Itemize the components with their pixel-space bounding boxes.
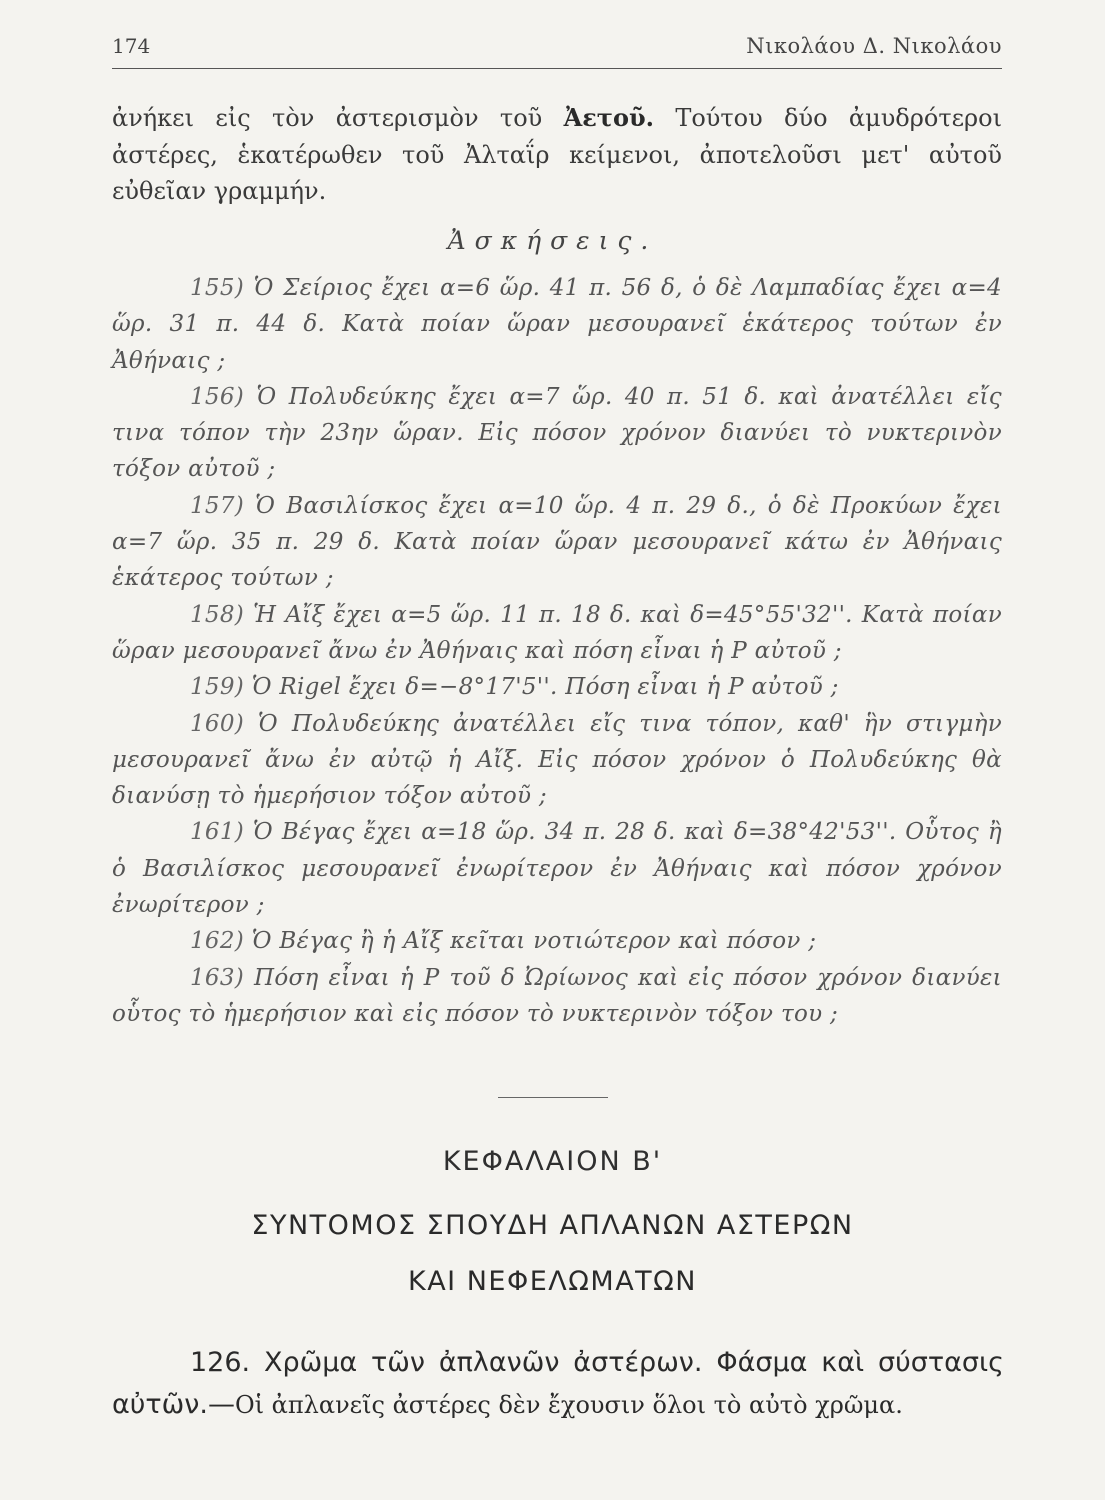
exercise-number: 163) xyxy=(190,964,245,991)
exercise-text: Ὁ Σείριος ἔχει α=6 ὥρ. 41 π. 56 δ, ὁ δὲ Λαμπαδίας ἔχει α=4 ὥρ. 31 π. 44 δ. Κατὰ ποίαν ὥραν μεσουρανεῖ ἑκάτερος τούτων ἐν Ἀθήναις ; xyxy=(112,275,1002,374)
exercise-text: Ὁ Βασιλίσκος ἔχει α=10 ὥρ. 4 π. 29 δ., ὁ δὲ Προκύων ἔχει α=7 ὥρ. 35 π. 29 δ. Κατὰ ποίαν ὥραν μεσουρανεῖ κάτω ἐν Ἀθήναις ἑκάτερος τούτων ; xyxy=(112,492,1002,592)
exercise-item xyxy=(112,706,1002,815)
exercise-item xyxy=(112,270,1002,379)
exercise-number: 161) xyxy=(190,819,245,846)
exercise-text: Ὁ Βέγας ἔχει α=18 ὥρ. 34 π. 28 δ. καὶ δ=38°42'53''. Οὗτος ἢ ὁ Βασιλίσκος μεσουρανεῖ ἐνωρίτερον ἐν Ἀθήναις καὶ πόσον χρόνον ἐνωρίτερον ; xyxy=(112,819,1002,919)
exercise-text: Ὁ Βέγας ἢ ἡ Αἴξ κεῖται νοτιώτερον καὶ πόσον ; xyxy=(251,928,817,955)
section-divider xyxy=(498,1097,608,1098)
exercises-list xyxy=(112,270,1002,1032)
chapter-title-line1: ΣΥΝΤΟΜΟΣ ΣΠΟΥΔΗ ΑΠΛΑΝΩΝ ΑΣΤΕΡΩΝ xyxy=(251,1210,854,1241)
exercise-number: 160) xyxy=(190,710,245,737)
running-head: Νικολάου Δ. Νικολάου xyxy=(746,34,1002,58)
section-paragraph xyxy=(112,1342,1004,1426)
intro-paragraph xyxy=(112,100,1002,210)
exercise-text: Ὁ Rigel ἔχει δ=−8°17'5''. Πόση εἶναι ἡ Ρ αὐτοῦ ; xyxy=(251,674,839,701)
exercises-heading: Ἀσκήσεις. xyxy=(447,226,658,255)
exercise-item xyxy=(112,960,1002,1033)
intro-star-name: Ἀετοῦ. xyxy=(563,103,654,132)
exercise-number: 155) xyxy=(190,275,245,301)
exercise-text: Ὁ Πολυδεύκης ἀνατέλλει εἴς τινα τόπον, καθ' ἣν στιγμὴν μεσουρανεῖ ἄνω ἐν αὐτῷ ἡ Αἴξ. Εἰς πόσον χρόνον ὁ Πολυδεύκης θὰ διανύσῃ τὸ ἡμερήσιον τόξον αὐτοῦ ; xyxy=(112,710,1002,810)
exercise-number: 157) xyxy=(190,492,245,519)
exercise-item xyxy=(112,814,1002,923)
exercise-number: 159) xyxy=(190,674,245,701)
exercise-item xyxy=(112,597,1002,670)
intro-text-after: Τούτου δύο ἀμυδρότεροι ἀστέρες, ἑκατέρωθεν τοῦ Ἀλταΐρ κείμενοι, ἀποτελοῦσι μετ' αὐτοῦ εὐθεῖαν γραμμήν. xyxy=(112,104,1002,205)
exercise-number: 156) xyxy=(190,383,245,410)
exercise-text: Ἡ Αἴξ ἔχει α=5 ὥρ. 11 π. 18 δ. καὶ δ=45°55'32''. Κατὰ ποίαν ὥραν μεσουρανεῖ ἄνω ἐν Ἀθήναις καὶ πόση εἶναι ἡ Ρ αὐτοῦ ; xyxy=(112,601,1002,664)
exercise-text: Ὁ Πολυδεύκης ἔχει α=7 ὥρ. 40 π. 51 δ. καὶ ἀνατέλλει εἴς τινα τόπον τὴν 23ην ὥραν. Εἰς πόσον χρόνον διανύει τὸ νυκτερινὸν τόξον αὐτοῦ ; xyxy=(112,383,1002,483)
chapter-title-line2: ΚΑΙ ΝΕΦΕΛΩΜΑΤΩΝ xyxy=(408,1266,697,1297)
section-text: Οἱ ἀπλανεῖς ἀστέρες δὲν ἔχουσιν ὅλοι τὸ αὐτὸ χρῶμα. xyxy=(234,1391,903,1419)
intro-text-before: ἀνήκει εἰς τὸν ἀστερισμὸν τοῦ xyxy=(112,104,564,132)
exercise-text: Πόση εἶναι ἡ Ρ τοῦ δ Ὠρίωνος καὶ εἰς πόσον χρόνον διανύει οὗτος τὸ ἡμερήσιον καὶ εἰς πόσον τὸ νυκτερινὸν τόξον του ; xyxy=(112,964,1002,1027)
exercise-item xyxy=(112,379,1002,488)
page-header xyxy=(112,28,1002,69)
exercise-item xyxy=(112,923,1002,959)
exercise-item xyxy=(112,488,1002,597)
page-number: 174 xyxy=(112,34,151,58)
exercise-item xyxy=(112,669,1002,705)
exercise-number: 162) xyxy=(190,928,245,955)
section-heading: 126. Χρῶμα τῶν ἀπλανῶν ἀστέρων. Φάσμα καὶ σύστασις αὐτῶν.— xyxy=(112,1347,1004,1420)
exercise-number: 158) xyxy=(190,601,245,628)
chapter-label: ΚΕΦΑΛΑΙΟΝ Β' xyxy=(442,1146,663,1177)
